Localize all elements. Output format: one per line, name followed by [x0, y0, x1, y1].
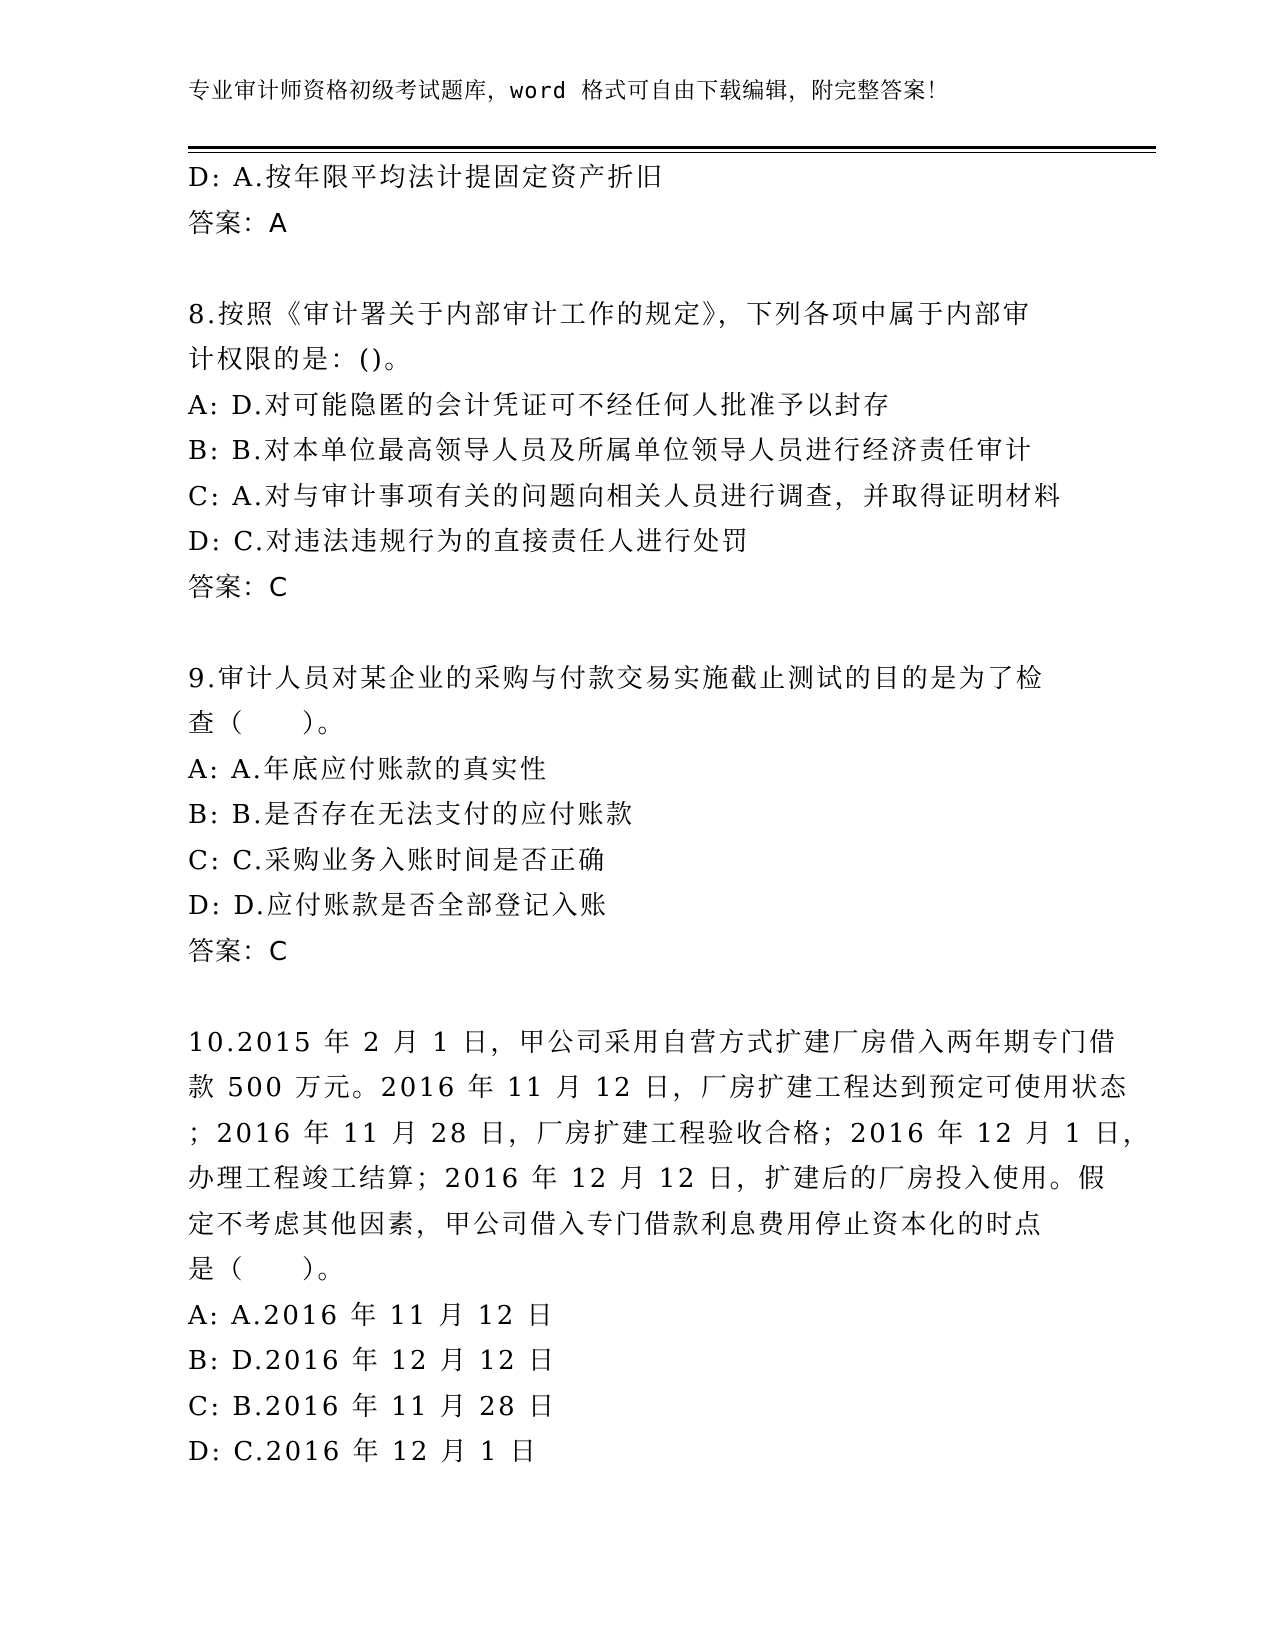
question-8 [188, 293, 1088, 612]
spacer [188, 975, 1088, 1021]
document-body [188, 156, 1152, 1476]
spacer [188, 247, 1088, 293]
option-a: A: A.2016 年 11 月 12 日 [188, 1300, 556, 1331]
option-a: A: A.年底应付账款的真实性 [188, 754, 549, 785]
prev-answer: 答案：A [188, 208, 288, 239]
option-c: C: C.采购业务入账时间是否正确 [188, 845, 607, 876]
page-header: 专业审计师资格初级考试题库，word 格式可自由下载编辑，附完整答案！ [188, 79, 950, 104]
prev-option-d: D: A.按年限平均法计提固定资产折旧 [188, 163, 665, 193]
question-stem-line: 款 500 万元。2016 年 11 月 12 日，厂房扩建工程达到预定可使用状态 [188, 1073, 1129, 1103]
question-stem-line: 办理工程竣工结算；2016 年 12 月 12 日，扩建后的厂房投入使用。假 [188, 1164, 1107, 1194]
question-stem-line: 8.按照《审计署关于内部审计工作的规定》，下列各项中属于内部审 [188, 299, 1032, 330]
question-stem-line: 是（ ）。 [188, 1255, 347, 1285]
question-10 [188, 1021, 1152, 1476]
question-stem-line: 9.审计人员对某企业的采购与付款交易实施截止测试的目的是为了检 [188, 663, 1045, 694]
answer: 答案：C [188, 936, 289, 967]
header-rule-thin [188, 152, 1156, 153]
spacer [188, 611, 1088, 657]
option-d: D: C.对违法违规行为的直接责任人进行处罚 [188, 527, 751, 557]
option-b: B: B.对本单位最高领导人员及所属单位领导人员进行经济责任审计 [188, 436, 1034, 466]
option-a: A: D.对可能隐匿的会计凭证可不经任何人批准予以封存 [188, 390, 892, 421]
option-d: D: C.2016 年 12 月 1 日 [188, 1437, 539, 1467]
question-stem-line: 10.2015 年 2 月 1 日，甲公司采用自营方式扩建厂房借入两年期专门借 [188, 1027, 1118, 1058]
question-stem-line: 定不考虑其他因素，甲公司借入专门借款利息费用停止资本化的时点 [188, 1209, 1044, 1240]
option-d: D: D.应付账款是否全部登记入账 [188, 891, 609, 921]
option-c: C: A.对与审计事项有关的问题向相关人员进行调查，并取得证明材料 [188, 481, 1063, 512]
option-b: B: B.是否存在无法支付的应付账款 [188, 800, 635, 830]
option-b: B: D.2016 年 12 月 12 日 [188, 1346, 557, 1376]
question-stem-line: ；2016 年 11 月 28 日，厂房扩建工程验收合格；2016 年 12 月 1 日， [188, 1118, 1152, 1149]
question-9 [188, 657, 1088, 976]
question-stem-line: 查（ ）。 [188, 709, 347, 739]
header-rule-thick [188, 146, 1156, 149]
question-stem-line: 计权限的是：()。 [188, 345, 413, 375]
answer: 答案：C [188, 572, 289, 603]
option-c: C: B.2016 年 11 月 28 日 [188, 1391, 557, 1422]
